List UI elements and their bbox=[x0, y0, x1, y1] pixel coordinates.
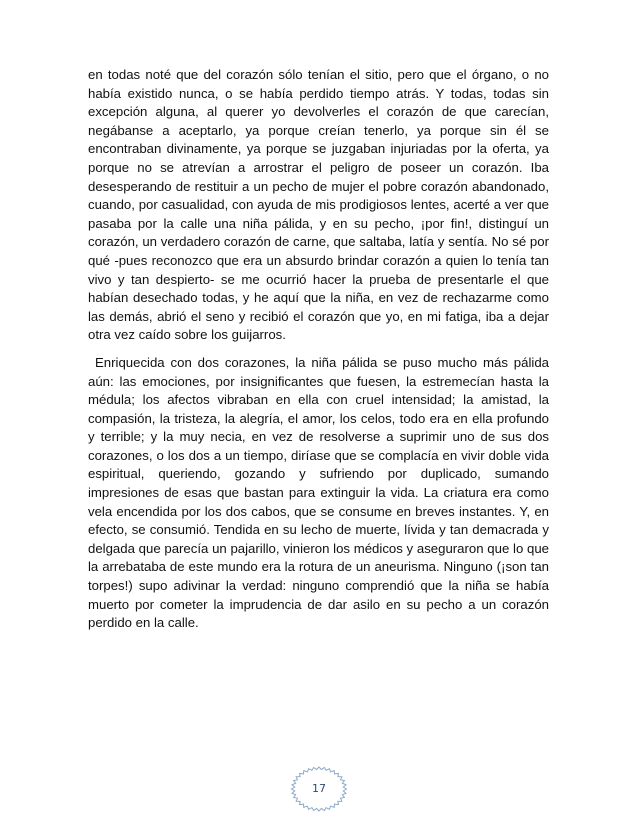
page-number: 17 bbox=[312, 782, 326, 795]
page-number-badge bbox=[288, 765, 350, 815]
paragraph-1: en todas noté que del corazón sólo tenían el sitio, pero que el órgano, o no había existido nunca, o se había perdido tiempo atrás. Y todas, todas sin excepción alguna, al querer yo devolverles el corazón de que carecían, negábanse a aceptarlo, ya porque creían tenerlo, ya porque sin él se encontraban divinamente, ya porque se juzgaban injuriadas por la oferta, ya porque no se atrevían a arrostrar el peligro de poseer un corazón. Iba desesperando de restituir a un pecho de mujer el pobre corazón abandonado, cuando, por casualidad, con ayuda de mis prodigiosos lentes, acerté a ver que pasaba por la calle una niña pálida, y en su pecho, ¡por fin!, distinguí un corazón, un verdadero corazón de carne, que saltaba, latía y sentía. No sé por qué -pues reconozco que era un absurdo brindar corazón a quien lo tenía tan vivo y tan despierto- se me ocurrió hacer la prueba de presentarle el que habían desechado todas, y he aquí que la niña, en vez de rechazarme como las demás, abrió el seno y recibió el corazón que yo, en mi fatiga, iba a dejar otra vez caído sobre los guijarros. bbox=[88, 67, 549, 343]
document-body bbox=[88, 66, 549, 633]
paragraph-2: Enriquecida con dos corazones, la niña pálida se puso mucho más pálida aún: las emociones, por insignificantes que fuesen, la estremecían hasta la médula; los afectos vibraban en ella con cruel intensidad; la amistad, la compasión, la tristeza, la alegría, el amor, los celos, todo era en ella profundo y terrible; y la muy necia, en vez de resolverse a suprimir uno de sus dos corazones, o los dos a un tiempo, diríase que se complacía en vivir doble vida espiritual, queriendo, gozando y sufriendo por duplicado, sumando impresiones de esas que bastan para extinguir la vida. La criatura era como vela encendida por los dos cabos, que se consume en breves instantes. Y, en efecto, se consumió. Tendida en su lecho de muerte, lívida y tan demacrada y delgada que parecía un pajarillo, vinieron los médicos y aseguraron que lo que la arrebataba de este mundo era la rotura de un aneurisma. Ninguno (¡son tan torpes!) supo adivinar la verdad: ninguno comprendió que la niña se había muerto por cometer la imprudencia de dar asilo en su pecho a un corazón perdido en la calle. bbox=[88, 354, 549, 631]
